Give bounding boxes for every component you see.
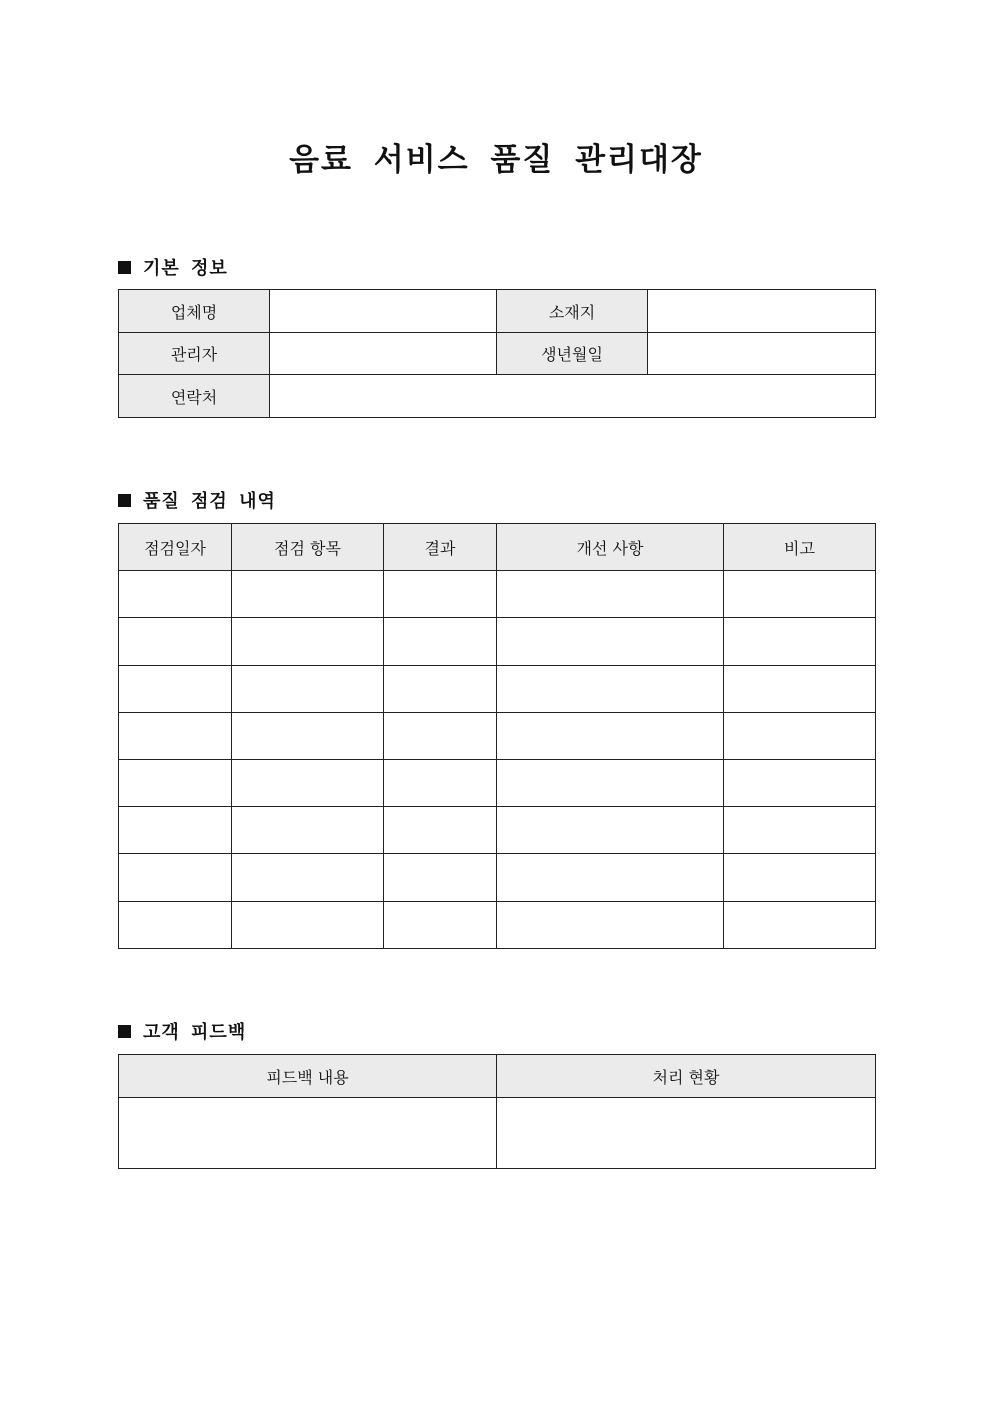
contact-field[interactable] [270, 375, 876, 418]
feedback-status-cell[interactable] [497, 1098, 876, 1169]
table-cell[interactable] [232, 760, 384, 807]
table-cell[interactable] [119, 760, 232, 807]
table-cell[interactable] [232, 902, 384, 949]
page-title: 음료 서비스 품질 관리대장 [289, 142, 703, 178]
column-header: 점검 항목 [232, 524, 384, 571]
location-field[interactable] [648, 290, 876, 333]
table-cell[interactable] [724, 618, 876, 666]
table-cell[interactable] [724, 807, 876, 854]
table-header-row [119, 1055, 876, 1098]
square-bullet-icon [118, 1025, 131, 1038]
contact-label: 연락처 [119, 375, 270, 418]
table-cell[interactable] [384, 713, 497, 760]
table-row [119, 807, 876, 854]
table-cell[interactable] [119, 807, 232, 854]
table-cell[interactable] [384, 902, 497, 949]
table-cell[interactable] [384, 618, 497, 666]
column-header: 처리 현황 [497, 1055, 876, 1098]
table-cell[interactable] [232, 618, 384, 666]
basic-info-table [118, 289, 876, 418]
table-cell[interactable] [384, 854, 497, 902]
table-cell[interactable] [119, 666, 232, 713]
section-title: 고객 피드백 [143, 1022, 247, 1043]
birthdate-label: 생년월일 [497, 333, 648, 375]
table-cell[interactable] [724, 666, 876, 713]
table-row [119, 760, 876, 807]
section-title: 기본 정보 [143, 258, 228, 279]
table-cell[interactable] [232, 571, 384, 618]
table-cell[interactable] [497, 902, 724, 949]
table-row [119, 666, 876, 713]
table-cell[interactable] [724, 713, 876, 760]
table-cell[interactable] [232, 666, 384, 713]
table-cell[interactable] [497, 713, 724, 760]
table-cell[interactable] [724, 760, 876, 807]
square-bullet-icon [118, 494, 131, 507]
column-header: 비고 [724, 524, 876, 571]
square-bullet-icon [118, 261, 131, 274]
manager-label: 관리자 [119, 333, 270, 375]
table-cell[interactable] [497, 571, 724, 618]
table-cell[interactable] [497, 666, 724, 713]
table-row [119, 333, 876, 375]
table-cell[interactable] [119, 902, 232, 949]
column-header: 점검일자 [119, 524, 232, 571]
birthdate-field[interactable] [648, 333, 876, 375]
table-row [119, 618, 876, 666]
inspection-table [118, 523, 876, 949]
table-row [119, 902, 876, 949]
table-cell[interactable] [724, 902, 876, 949]
table-row [119, 713, 876, 760]
table-cell[interactable] [724, 571, 876, 618]
table-row [119, 375, 876, 418]
table-cell[interactable] [119, 854, 232, 902]
company-label: 업체명 [119, 290, 270, 333]
table-cell[interactable] [724, 854, 876, 902]
table-cell[interactable] [497, 854, 724, 902]
manager-field[interactable] [270, 333, 497, 375]
table-cell[interactable] [497, 807, 724, 854]
table-cell[interactable] [384, 666, 497, 713]
table-cell[interactable] [232, 854, 384, 902]
table-row [119, 854, 876, 902]
table-cell[interactable] [232, 807, 384, 854]
table-header-row [119, 524, 876, 571]
table-cell[interactable] [497, 618, 724, 666]
table-cell[interactable] [119, 618, 232, 666]
section-heading-basic-info [118, 254, 228, 280]
column-header: 결과 [384, 524, 497, 571]
section-title: 품질 점검 내역 [143, 491, 276, 512]
table-cell[interactable] [497, 760, 724, 807]
section-heading-inspection [118, 487, 276, 513]
table-cell[interactable] [119, 571, 232, 618]
feedback-content-cell[interactable] [119, 1098, 497, 1169]
table-cell[interactable] [384, 807, 497, 854]
section-heading-feedback [118, 1018, 246, 1044]
company-field[interactable] [270, 290, 497, 333]
column-header: 피드백 내용 [119, 1055, 497, 1098]
location-label: 소재지 [497, 290, 648, 333]
table-cell[interactable] [119, 713, 232, 760]
table-row [119, 1098, 876, 1169]
table-row [119, 290, 876, 333]
table-cell[interactable] [232, 713, 384, 760]
table-cell[interactable] [384, 571, 497, 618]
feedback-table [118, 1054, 876, 1169]
table-cell[interactable] [384, 760, 497, 807]
column-header: 개선 사항 [497, 524, 724, 571]
table-row [119, 571, 876, 618]
